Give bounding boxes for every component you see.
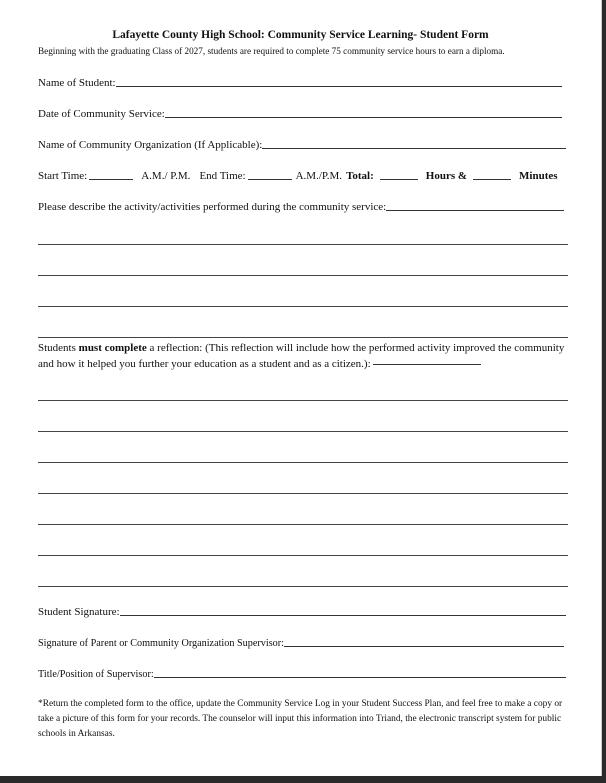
time-row: [38, 168, 558, 182]
end-time-field[interactable]: [248, 179, 292, 180]
total-label: Total:: [346, 170, 374, 182]
reflection-line[interactable]: [38, 400, 568, 401]
supervisor-title-row: [38, 666, 566, 680]
activity-row: [38, 199, 564, 213]
footer-note: *Return the completed form to the office, update the Community Service Log in your Student Success Plan, and feel free to make a copy or take a picture of this form for your records. The counselor will input this information into Triand, the electronic transcript system for public schools in Arkansas.: [38, 699, 563, 739]
organization-row: [38, 137, 566, 151]
student-signature-label: Student Signature:: [38, 606, 120, 618]
student-name-label: Name of Student:: [38, 77, 116, 89]
student-signature-row: [38, 604, 566, 618]
supervisor-title-label: Title/Position of Supervisor:: [38, 669, 154, 680]
organization-label: Name of Community Organization (If Applicable):: [38, 139, 263, 151]
start-time-field[interactable]: [89, 179, 133, 180]
start-ampm-label: A.M./ P.M.: [141, 170, 191, 182]
end-ampm-label: A.M./P.M.: [295, 170, 343, 182]
service-date-row: [38, 106, 562, 120]
reflection-line[interactable]: [38, 524, 568, 525]
parent-signature-row: [38, 635, 564, 649]
activity-field[interactable]: [386, 210, 564, 211]
reflection-line[interactable]: [38, 586, 568, 587]
activity-label: Please describe the activity/activities performed during the community service:: [38, 201, 387, 213]
intro-text: Beginning with the graduating Class of 2027, students are required to complete 75 community service hours to earn a diploma.: [38, 46, 505, 56]
reflection-line[interactable]: [38, 555, 568, 556]
activity-line[interactable]: [38, 275, 568, 276]
supervisor-title-field[interactable]: [154, 677, 566, 678]
total-minutes-field[interactable]: [473, 179, 511, 180]
student-name-row: [38, 75, 562, 89]
parent-signature-label: Signature of Parent or Community Organization Supervisor:: [38, 638, 284, 649]
reflection-field[interactable]: [373, 364, 481, 365]
reflection-text-start: Students: [38, 342, 79, 354]
reflection-line[interactable]: [38, 462, 568, 463]
student-name-field[interactable]: [116, 86, 562, 87]
reflection-prompt: [38, 341, 568, 372]
service-date-field[interactable]: [165, 117, 562, 118]
reflection-line[interactable]: [38, 431, 568, 432]
reflection-text-end: a reflection: (This reflection will include how the performed activity improved the community and how it helped you further your education as a student and as a citizen.):: [38, 342, 565, 370]
minutes-label: Minutes: [519, 170, 558, 182]
reflection-emphasis: must complete: [78, 342, 147, 354]
activity-line[interactable]: [38, 244, 568, 245]
activity-line[interactable]: [38, 337, 568, 338]
activity-line[interactable]: [38, 306, 568, 307]
parent-signature-field[interactable]: [284, 646, 564, 647]
organization-field[interactable]: [262, 148, 566, 149]
service-date-label: Date of Community Service:: [38, 108, 165, 120]
form-title: Lafayette County High School: Community Service Learning- Student Form: [112, 29, 489, 41]
total-hours-field[interactable]: [380, 179, 418, 180]
start-time-label: Start Time:: [38, 170, 88, 182]
hours-label: Hours &: [425, 170, 468, 182]
reflection-line[interactable]: [38, 493, 568, 494]
student-signature-field[interactable]: [120, 615, 566, 616]
end-time-label: End Time:: [199, 170, 246, 182]
